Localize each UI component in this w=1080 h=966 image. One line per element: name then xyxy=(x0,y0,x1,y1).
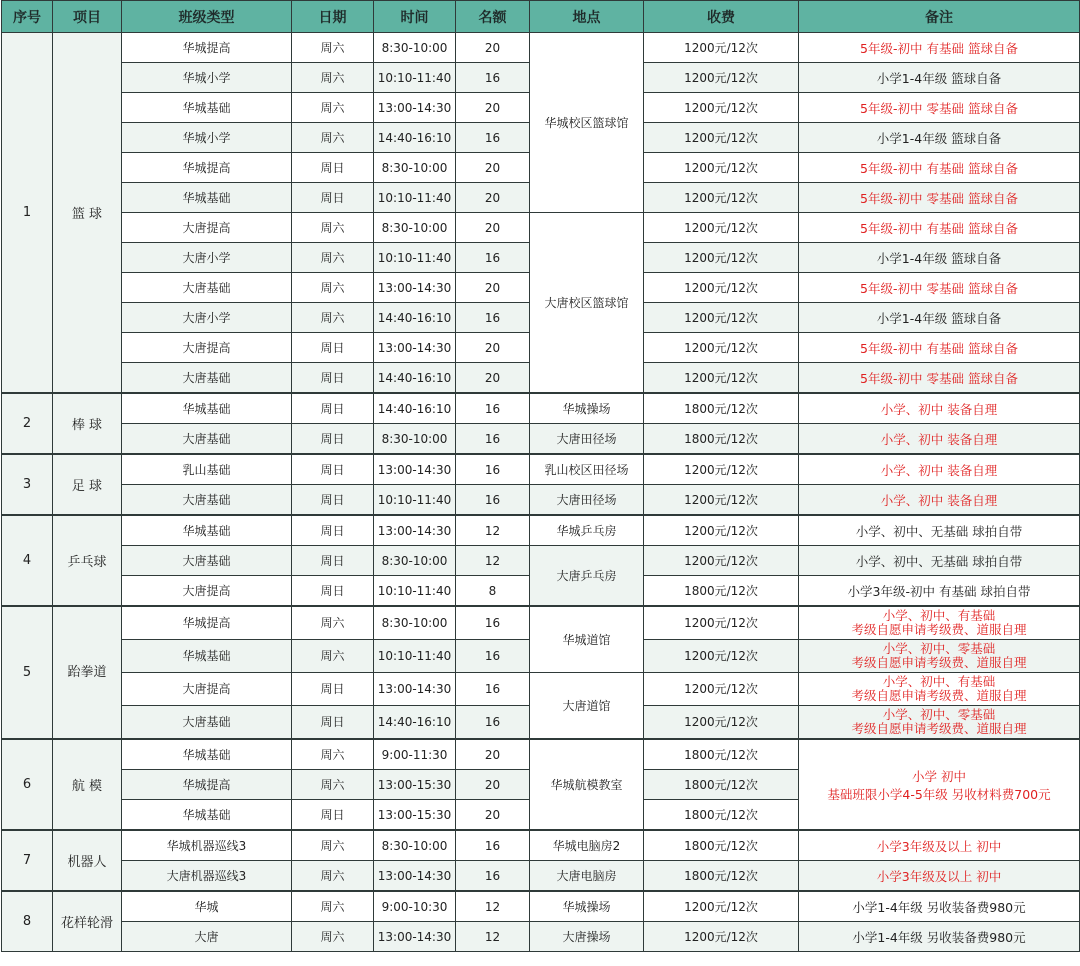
day-cell: 周六 xyxy=(292,606,374,640)
time-cell: 8:30-10:00 xyxy=(374,424,456,455)
seq-cell: 7 xyxy=(2,830,53,891)
time-cell: 13:00-14:30 xyxy=(374,93,456,123)
seq-cell: 6 xyxy=(2,739,53,830)
note-cell: 小学3年级-初中 有基础 球拍自带 xyxy=(799,576,1080,607)
fee-cell: 1200元/12次 xyxy=(644,333,799,363)
schedule-body xyxy=(2,33,1080,952)
day-cell: 周六 xyxy=(292,891,374,922)
day-cell: 周六 xyxy=(292,303,374,333)
class-type-cell: 华城基础 xyxy=(122,515,292,546)
header-note: 备注 xyxy=(799,1,1080,33)
note-cell: 小学、初中 装备自理 xyxy=(799,424,1080,455)
day-cell: 周六 xyxy=(292,770,374,800)
note-line-2: 考级自愿申请考级费、道服自理 xyxy=(851,655,1027,670)
class-type-cell: 大唐机器巡线3 xyxy=(122,861,292,892)
table-row xyxy=(2,606,1080,640)
quota-cell: 16 xyxy=(456,830,530,861)
day-cell: 周日 xyxy=(292,673,374,706)
class-type-cell: 大唐提高 xyxy=(122,333,292,363)
project-cell: 航 模 xyxy=(53,739,122,830)
quota-cell: 16 xyxy=(456,640,530,673)
fee-cell: 1800元/12次 xyxy=(644,393,799,424)
table-row xyxy=(2,830,1080,861)
class-type-cell: 大唐提高 xyxy=(122,576,292,607)
header-day: 日期 xyxy=(292,1,374,33)
note-line-1: 小学、初中、零基础 xyxy=(882,707,996,722)
note-line-1: 小学、初中、有基础 xyxy=(882,608,996,623)
time-cell: 14:40-16:10 xyxy=(374,123,456,153)
class-type-cell: 华城提高 xyxy=(122,770,292,800)
class-type-cell: 大唐基础 xyxy=(122,273,292,303)
fee-cell: 1200元/12次 xyxy=(644,606,799,640)
note-cell: 小学1-4年级 篮球自备 xyxy=(799,123,1080,153)
header-class-type: 班级类型 xyxy=(122,1,292,33)
time-cell: 9:00-10:30 xyxy=(374,891,456,922)
class-type-cell: 华城小学 xyxy=(122,123,292,153)
fee-cell: 1200元/12次 xyxy=(644,673,799,706)
time-cell: 14:40-16:10 xyxy=(374,303,456,333)
class-type-cell: 华城基础 xyxy=(122,393,292,424)
class-type-cell: 华城基础 xyxy=(122,739,292,770)
project-cell: 乒乓球 xyxy=(53,515,122,606)
quota-cell: 16 xyxy=(456,393,530,424)
location-cell: 大唐电脑房 xyxy=(530,861,644,892)
quota-cell: 12 xyxy=(456,891,530,922)
seq-cell: 8 xyxy=(2,891,53,952)
class-type-cell: 华城提高 xyxy=(122,153,292,183)
day-cell: 周日 xyxy=(292,576,374,607)
project-cell: 机器人 xyxy=(53,830,122,891)
day-cell: 周日 xyxy=(292,515,374,546)
quota-cell: 16 xyxy=(456,123,530,153)
fee-cell: 1800元/12次 xyxy=(644,739,799,770)
class-type-cell: 华城基础 xyxy=(122,93,292,123)
time-cell: 10:10-11:40 xyxy=(374,243,456,273)
quota-cell: 16 xyxy=(456,606,530,640)
project-cell: 篮 球 xyxy=(53,33,122,394)
note-cell: 小学、初中、无基础 球拍自带 xyxy=(799,515,1080,546)
table-row xyxy=(2,485,1080,516)
location-cell: 乳山校区田径场 xyxy=(530,454,644,485)
note-cell: 小学1-4年级 篮球自备 xyxy=(799,303,1080,333)
note-cell: 5年级-初中 有基础 篮球自备 xyxy=(799,333,1080,363)
day-cell: 周日 xyxy=(292,546,374,576)
note-cell xyxy=(799,606,1080,640)
time-cell: 14:40-16:10 xyxy=(374,363,456,394)
table-row xyxy=(2,546,1080,576)
time-cell: 13:00-14:30 xyxy=(374,673,456,706)
time-cell: 10:10-11:40 xyxy=(374,485,456,516)
note-line-1: 小学 初中 xyxy=(912,768,966,784)
table-row xyxy=(2,861,1080,892)
table-row xyxy=(2,515,1080,546)
table-row xyxy=(2,922,1080,952)
time-cell: 13:00-15:30 xyxy=(374,770,456,800)
time-cell: 13:00-14:30 xyxy=(374,861,456,892)
quota-cell: 20 xyxy=(456,213,530,243)
day-cell: 周日 xyxy=(292,153,374,183)
fee-cell: 1200元/12次 xyxy=(644,454,799,485)
class-type-cell: 大唐提高 xyxy=(122,213,292,243)
class-type-cell: 大唐小学 xyxy=(122,303,292,333)
time-cell: 8:30-10:00 xyxy=(374,33,456,63)
class-type-cell: 华城 xyxy=(122,891,292,922)
location-cell: 华城操场 xyxy=(530,393,644,424)
day-cell: 周日 xyxy=(292,393,374,424)
note-cell: 小学3年级及以上 初中 xyxy=(799,861,1080,892)
day-cell: 周日 xyxy=(292,183,374,213)
fee-cell: 1800元/12次 xyxy=(644,576,799,607)
header-location: 地点 xyxy=(530,1,644,33)
quota-cell: 20 xyxy=(456,333,530,363)
location-cell: 华城电脑房2 xyxy=(530,830,644,861)
note-cell: 小学1-4年级 篮球自备 xyxy=(799,243,1080,273)
seq-cell: 5 xyxy=(2,606,53,739)
note-cell: 小学1-4年级 篮球自备 xyxy=(799,63,1080,93)
fee-cell: 1200元/12次 xyxy=(644,183,799,213)
location-cell: 华城乒乓房 xyxy=(530,515,644,546)
table-row xyxy=(2,424,1080,455)
day-cell: 周日 xyxy=(292,485,374,516)
fee-cell: 1200元/12次 xyxy=(644,33,799,63)
fee-cell: 1800元/12次 xyxy=(644,424,799,455)
header-project: 项目 xyxy=(53,1,122,33)
quota-cell: 8 xyxy=(456,576,530,607)
day-cell: 周六 xyxy=(292,830,374,861)
day-cell: 周六 xyxy=(292,861,374,892)
day-cell: 周日 xyxy=(292,706,374,740)
class-type-cell: 华城提高 xyxy=(122,33,292,63)
seq-cell: 2 xyxy=(2,393,53,454)
note-cell: 小学、初中、无基础 球拍自带 xyxy=(799,546,1080,576)
location-cell: 华城操场 xyxy=(530,891,644,922)
day-cell: 周六 xyxy=(292,33,374,63)
fee-cell: 1800元/12次 xyxy=(644,861,799,892)
note-cell: 5年级-初中 有基础 篮球自备 xyxy=(799,213,1080,243)
fee-cell: 1200元/12次 xyxy=(644,303,799,333)
location-cell: 华城校区篮球馆 xyxy=(530,33,644,213)
time-cell: 14:40-16:10 xyxy=(374,393,456,424)
fee-cell: 1200元/12次 xyxy=(644,922,799,952)
class-type-cell: 华城小学 xyxy=(122,63,292,93)
class-type-cell: 大唐 xyxy=(122,922,292,952)
day-cell: 周日 xyxy=(292,424,374,455)
class-type-cell: 大唐提高 xyxy=(122,673,292,706)
class-type-cell: 华城基础 xyxy=(122,640,292,673)
time-cell: 8:30-10:00 xyxy=(374,606,456,640)
location-cell: 大唐道馆 xyxy=(530,673,644,740)
time-cell: 13:00-14:30 xyxy=(374,273,456,303)
note-cell: 5年级-初中 零基础 篮球自备 xyxy=(799,183,1080,213)
class-type-cell: 华城基础 xyxy=(122,183,292,213)
note-cell xyxy=(799,673,1080,706)
location-cell: 大唐乒乓房 xyxy=(530,546,644,607)
fee-cell: 1200元/12次 xyxy=(644,640,799,673)
day-cell: 周六 xyxy=(292,273,374,303)
day-cell: 周六 xyxy=(292,123,374,153)
quota-cell: 20 xyxy=(456,93,530,123)
time-cell: 10:10-11:40 xyxy=(374,640,456,673)
schedule-table xyxy=(1,0,1080,952)
time-cell: 8:30-10:00 xyxy=(374,830,456,861)
class-type-cell: 大唐基础 xyxy=(122,363,292,394)
quota-cell: 12 xyxy=(456,922,530,952)
table-row xyxy=(2,891,1080,922)
project-cell: 足 球 xyxy=(53,454,122,515)
quota-cell: 16 xyxy=(456,706,530,740)
day-cell: 周六 xyxy=(292,93,374,123)
note-cell: 小学、初中 装备自理 xyxy=(799,393,1080,424)
quota-cell: 20 xyxy=(456,273,530,303)
quota-cell: 16 xyxy=(456,485,530,516)
quota-cell: 16 xyxy=(456,63,530,93)
time-cell: 9:00-11:30 xyxy=(374,739,456,770)
note-cell: 小学3年级及以上 初中 xyxy=(799,830,1080,861)
project-cell: 花样轮滑 xyxy=(53,891,122,952)
quota-cell: 20 xyxy=(456,183,530,213)
location-cell: 大唐田径场 xyxy=(530,424,644,455)
day-cell: 周日 xyxy=(292,800,374,831)
seq-cell: 4 xyxy=(2,515,53,606)
fee-cell: 1200元/12次 xyxy=(644,213,799,243)
note-line-1: 小学、初中、有基础 xyxy=(882,674,996,689)
fee-cell: 1200元/12次 xyxy=(644,546,799,576)
day-cell: 周六 xyxy=(292,739,374,770)
class-type-cell: 大唐基础 xyxy=(122,485,292,516)
day-cell: 周日 xyxy=(292,363,374,394)
quota-cell: 20 xyxy=(456,153,530,183)
time-cell: 8:30-10:00 xyxy=(374,546,456,576)
header-row xyxy=(2,1,1080,33)
table-row xyxy=(2,33,1080,63)
fee-cell: 1200元/12次 xyxy=(644,363,799,394)
note-line-2: 基础班限小学4-5年级 另收材料费700元 xyxy=(827,786,1051,802)
class-type-cell: 大唐基础 xyxy=(122,424,292,455)
quota-cell: 20 xyxy=(456,363,530,394)
class-type-cell: 乳山基础 xyxy=(122,454,292,485)
time-cell: 8:30-10:00 xyxy=(374,153,456,183)
fee-cell: 1800元/12次 xyxy=(644,770,799,800)
day-cell: 周日 xyxy=(292,333,374,363)
location-cell: 大唐校区篮球馆 xyxy=(530,213,644,394)
quota-cell: 16 xyxy=(456,243,530,273)
fee-cell: 1200元/12次 xyxy=(644,273,799,303)
fee-cell: 1200元/12次 xyxy=(644,706,799,740)
note-cell: 5年级-初中 零基础 篮球自备 xyxy=(799,273,1080,303)
seq-cell: 1 xyxy=(2,33,53,394)
quota-cell: 16 xyxy=(456,861,530,892)
note-cell: 小学、初中 装备自理 xyxy=(799,485,1080,516)
note-cell: 5年级-初中 零基础 篮球自备 xyxy=(799,93,1080,123)
location-cell: 大唐操场 xyxy=(530,922,644,952)
note-line-2: 考级自愿申请考级费、道服自理 xyxy=(851,721,1027,736)
header-fee: 收费 xyxy=(644,1,799,33)
quota-cell: 16 xyxy=(456,673,530,706)
table-row xyxy=(2,213,1080,243)
fee-cell: 1200元/12次 xyxy=(644,515,799,546)
quota-cell: 20 xyxy=(456,800,530,831)
fee-cell: 1200元/12次 xyxy=(644,485,799,516)
quota-cell: 16 xyxy=(456,303,530,333)
location-cell: 华城航模教室 xyxy=(530,739,644,830)
time-cell: 10:10-11:40 xyxy=(374,576,456,607)
seq-cell: 3 xyxy=(2,454,53,515)
fee-cell: 1800元/12次 xyxy=(644,800,799,831)
quota-cell: 16 xyxy=(456,454,530,485)
note-line-2: 考级自愿申请考级费、道服自理 xyxy=(851,622,1027,637)
table-row xyxy=(2,739,1080,770)
fee-cell: 1200元/12次 xyxy=(644,123,799,153)
time-cell: 13:00-14:30 xyxy=(374,922,456,952)
note-cell: 小学1-4年级 另收装备费980元 xyxy=(799,922,1080,952)
note-line-1: 小学、初中、零基础 xyxy=(882,641,996,656)
header-time: 时间 xyxy=(374,1,456,33)
class-type-cell: 华城提高 xyxy=(122,606,292,640)
header-quota: 名额 xyxy=(456,1,530,33)
table-row xyxy=(2,673,1080,706)
quota-cell: 20 xyxy=(456,33,530,63)
quota-cell: 16 xyxy=(456,424,530,455)
fee-cell: 1200元/12次 xyxy=(644,93,799,123)
time-cell: 10:10-11:40 xyxy=(374,63,456,93)
note-cell: 5年级-初中 有基础 篮球自备 xyxy=(799,33,1080,63)
time-cell: 10:10-11:40 xyxy=(374,183,456,213)
note-cell: 小学1-4年级 另收装备费980元 xyxy=(799,891,1080,922)
table-row xyxy=(2,454,1080,485)
class-type-cell: 大唐基础 xyxy=(122,546,292,576)
fee-cell: 1200元/12次 xyxy=(644,243,799,273)
time-cell: 13:00-15:30 xyxy=(374,800,456,831)
note-cell: 5年级-初中 零基础 篮球自备 xyxy=(799,363,1080,394)
fee-cell: 1800元/12次 xyxy=(644,830,799,861)
quota-cell: 20 xyxy=(456,739,530,770)
location-cell: 华城道馆 xyxy=(530,606,644,673)
note-line-2: 考级自愿申请考级费、道服自理 xyxy=(851,688,1027,703)
time-cell: 14:40-16:10 xyxy=(374,706,456,740)
time-cell: 13:00-14:30 xyxy=(374,454,456,485)
day-cell: 周六 xyxy=(292,922,374,952)
day-cell: 周六 xyxy=(292,63,374,93)
fee-cell: 1200元/12次 xyxy=(644,63,799,93)
fee-cell: 1200元/12次 xyxy=(644,891,799,922)
note-cell xyxy=(799,706,1080,740)
class-type-cell: 大唐小学 xyxy=(122,243,292,273)
quota-cell: 12 xyxy=(456,546,530,576)
class-type-cell: 大唐基础 xyxy=(122,706,292,740)
day-cell: 周六 xyxy=(292,640,374,673)
header-seq: 序号 xyxy=(2,1,53,33)
time-cell: 8:30-10:00 xyxy=(374,213,456,243)
note-cell xyxy=(799,640,1080,673)
table-row xyxy=(2,393,1080,424)
project-cell: 棒 球 xyxy=(53,393,122,454)
quota-cell: 12 xyxy=(456,515,530,546)
time-cell: 13:00-14:30 xyxy=(374,333,456,363)
project-cell: 跆拳道 xyxy=(53,606,122,739)
class-type-cell: 华城基础 xyxy=(122,800,292,831)
location-cell: 大唐田径场 xyxy=(530,485,644,516)
note-cell: 小学、初中 装备自理 xyxy=(799,454,1080,485)
class-type-cell: 华城机器巡线3 xyxy=(122,830,292,861)
time-cell: 13:00-14:30 xyxy=(374,515,456,546)
quota-cell: 20 xyxy=(456,770,530,800)
day-cell: 周六 xyxy=(292,243,374,273)
day-cell: 周六 xyxy=(292,213,374,243)
fee-cell: 1200元/12次 xyxy=(644,153,799,183)
note-cell: 5年级-初中 有基础 篮球自备 xyxy=(799,153,1080,183)
note-cell xyxy=(799,739,1080,830)
day-cell: 周日 xyxy=(292,454,374,485)
